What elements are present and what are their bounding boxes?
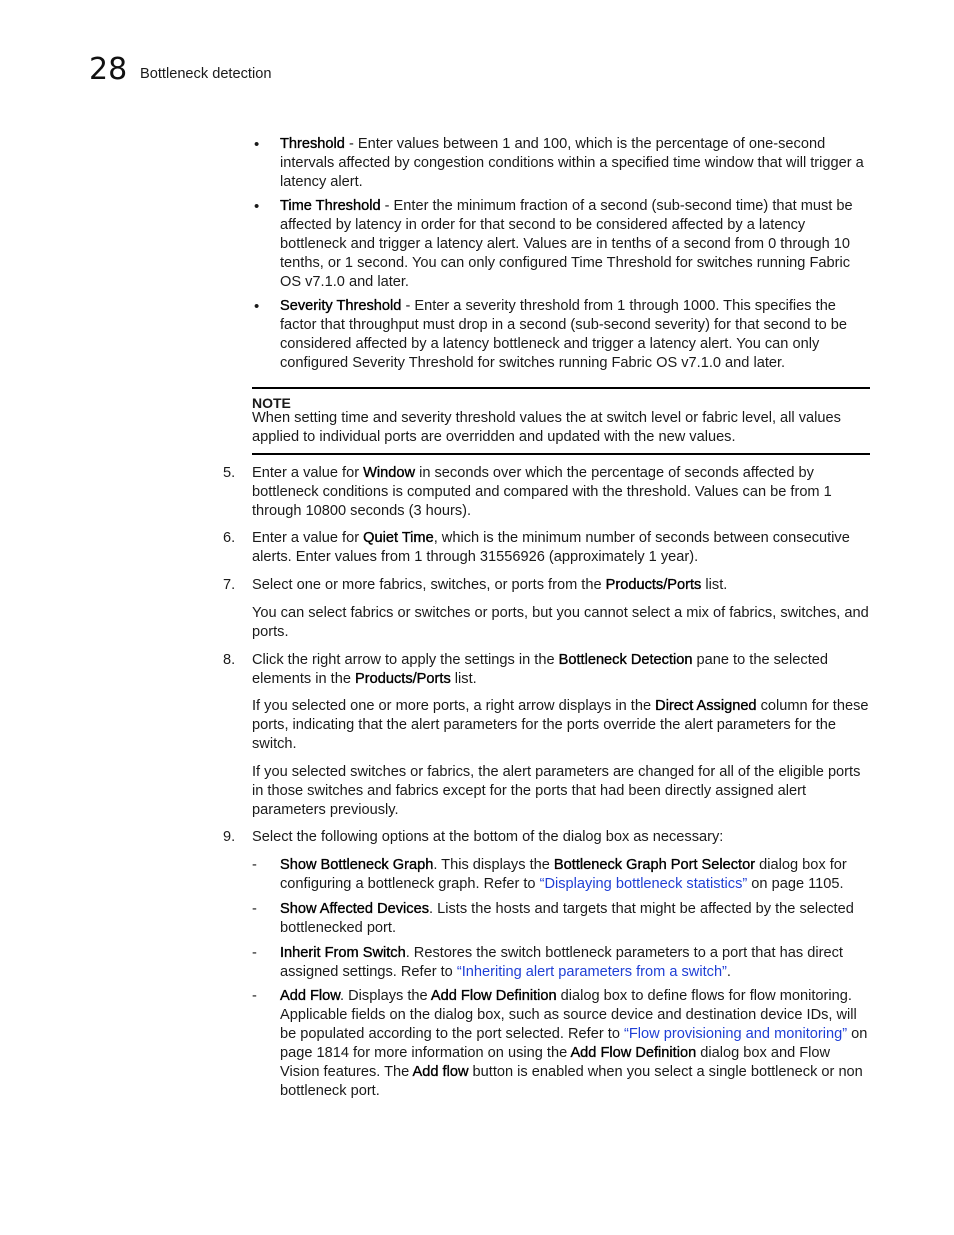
step-text: Select one or more fabrics, switches, or ports from the [252,577,606,593]
step-number: 5. [223,465,236,481]
link-inheriting-alert-parameters[interactable]: “Inheriting alert parameters from a switch” [456,964,727,980]
step-term: Window [363,465,416,481]
step-5 [252,464,870,521]
bullet-icon: • [254,198,260,215]
dash-marker: - [252,857,257,873]
link-displaying-bottleneck-statistics[interactable]: “Displaying bottleneck statistics” [539,876,748,892]
step-number: 8. [223,652,236,668]
option-term: Show Affected Devices [280,901,429,917]
option-term: Show Bottleneck Graph [280,857,434,873]
option-show-bottleneck-graph [280,856,870,894]
option-text: . [726,964,731,980]
option-text: . Displays the [340,988,431,1004]
step-text: Click the right arrow to apply the settings in the [252,652,559,668]
bullet-text: - Enter values between 1 and 100, which is the percentage of one-second intervals affected by congestion conditions within a specified time window that will trigger a latency alert. [280,136,864,190]
bullet-text: - Enter a severity threshold from 1 through 1000. This specifies the factor that throughput must drop in a second (sub-second severity) for that second to be considered affected by a latency bottleneck and trigger a latency alert. You can only configured Severity Threshold for switches running Fabric OS v7.1.0 and later. [280,298,848,371]
step-text: in seconds over which the percentage of seconds affected by bottleneck conditions is computed and compared with the threshold. Values can be from 1 through 10800 seconds (3 hours). [252,465,832,519]
option-inherit-from-switch [280,944,870,982]
option-text: dialog box for configuring a bottleneck graph. Refer to [280,857,847,892]
dash-marker: - [252,901,257,917]
option-term: Add Flow Definition [430,988,557,1004]
bullet-threshold [280,135,870,192]
step-term: Products/Ports [605,577,702,593]
option-term: Add Flow Definition [570,1045,697,1061]
step-term: Quiet Time [363,530,434,546]
chapter-title: Bottleneck detection [140,66,272,82]
option-term: Add Flow [280,988,341,1004]
step-term: Direct Assigned [655,698,757,714]
step-term: Bottleneck Detection [558,652,693,668]
bullet-term: Threshold [280,136,345,152]
step-text: list. [701,577,728,593]
bullet-severity-threshold [280,297,870,373]
step-6 [252,529,870,567]
step-number: 6. [223,530,236,546]
option-text: . Restores the switch bottleneck parameters to a port that has direct assigned settings. Refer to [280,945,843,980]
bullet-text: - Enter the minimum fraction of a second (sub-second time) that must be affected by latency in order for that second to be considered affected by a latency bottleneck and trigger a latency alert. Values are in tenths of a second from 0 through 10 tenths, or 1 second. You can only configured Time Threshold for switches running Fabric OS v7.1.0 and later. [280,198,853,290]
dash-marker: - [252,945,257,961]
note-title: NOTE [252,395,291,411]
step-text: pane to the selected elements in the [252,652,828,687]
option-term: Inherit From Switch [280,945,406,961]
step-9: Select the following options at the bottom of the dialog box as necessary: [252,829,724,845]
bullet-term: Time Threshold [280,198,381,214]
option-term: Bottleneck Graph Port Selector [553,857,756,873]
step-7-paragraph: You can select fabrics or switches or ports, but you cannot select a mix of fabrics, switches, and ports. [252,605,869,640]
step-text: list. [450,671,477,687]
step-8 [252,651,870,689]
note-text: When setting time and severity threshold values the at switch level or fabric level, all values applied to individual ports are overridden and updated with the new values. [252,410,841,445]
option-text: dialog box and Flow Vision features. The [280,1045,831,1080]
step-text: Enter a value for [252,530,364,546]
option-text: dialog box to define flows for flow monitoring. Applicable fields on the dialog box, such as source device and destination device IDs, will be populated according to the port selected. Refer to [280,988,857,1042]
option-text: on page 1814 for more information on using the [280,1026,868,1061]
step-text: column for these ports, indicating that the alert parameters for the ports override the alert parameters for the switch. [252,698,869,752]
option-text: . Lists the hosts and targets that might be affected by the selected bottlenecked port. [280,901,854,936]
step-number: 7. [223,577,236,593]
step-7 [252,576,870,595]
step-8-paragraph-2: If you selected switches or fabrics, the alert parameters are changed for all of the eligible ports in those switches and fabrics except for the ports that had been directly assigned alert parameters previously. [252,764,861,818]
chapter-number: 28 [89,52,128,87]
option-text: . This displays the [433,857,554,873]
option-show-affected-devices [280,900,870,938]
step-text: , which is the minimum number of seconds between consecutive alerts. Enter values from 1 through 31556926 (approximately 1 year). [252,530,850,565]
bullet-icon: • [254,136,260,153]
step-number: 9. [223,829,236,845]
bullet-icon: • [254,298,260,315]
step-8-paragraph-1 [252,697,870,754]
step-text: If you selected one or more ports, a right arrow displays in the [252,698,656,714]
option-text: on page 1105. [747,876,844,892]
step-text: Enter a value for [252,465,364,481]
option-add-flow [280,987,870,1101]
note-box [252,387,870,455]
dash-marker: - [252,988,257,1004]
bullet-term: Severity Threshold [280,298,402,314]
bullet-time-threshold [280,197,870,292]
link-flow-provisioning-and-monitoring[interactable]: “Flow provisioning and monitoring” [624,1026,848,1042]
step-term: Products/Ports [355,671,451,687]
option-text: button is enabled when you select a single bottleneck or non bottleneck port. [280,1064,863,1099]
option-term: Add flow [412,1064,469,1080]
